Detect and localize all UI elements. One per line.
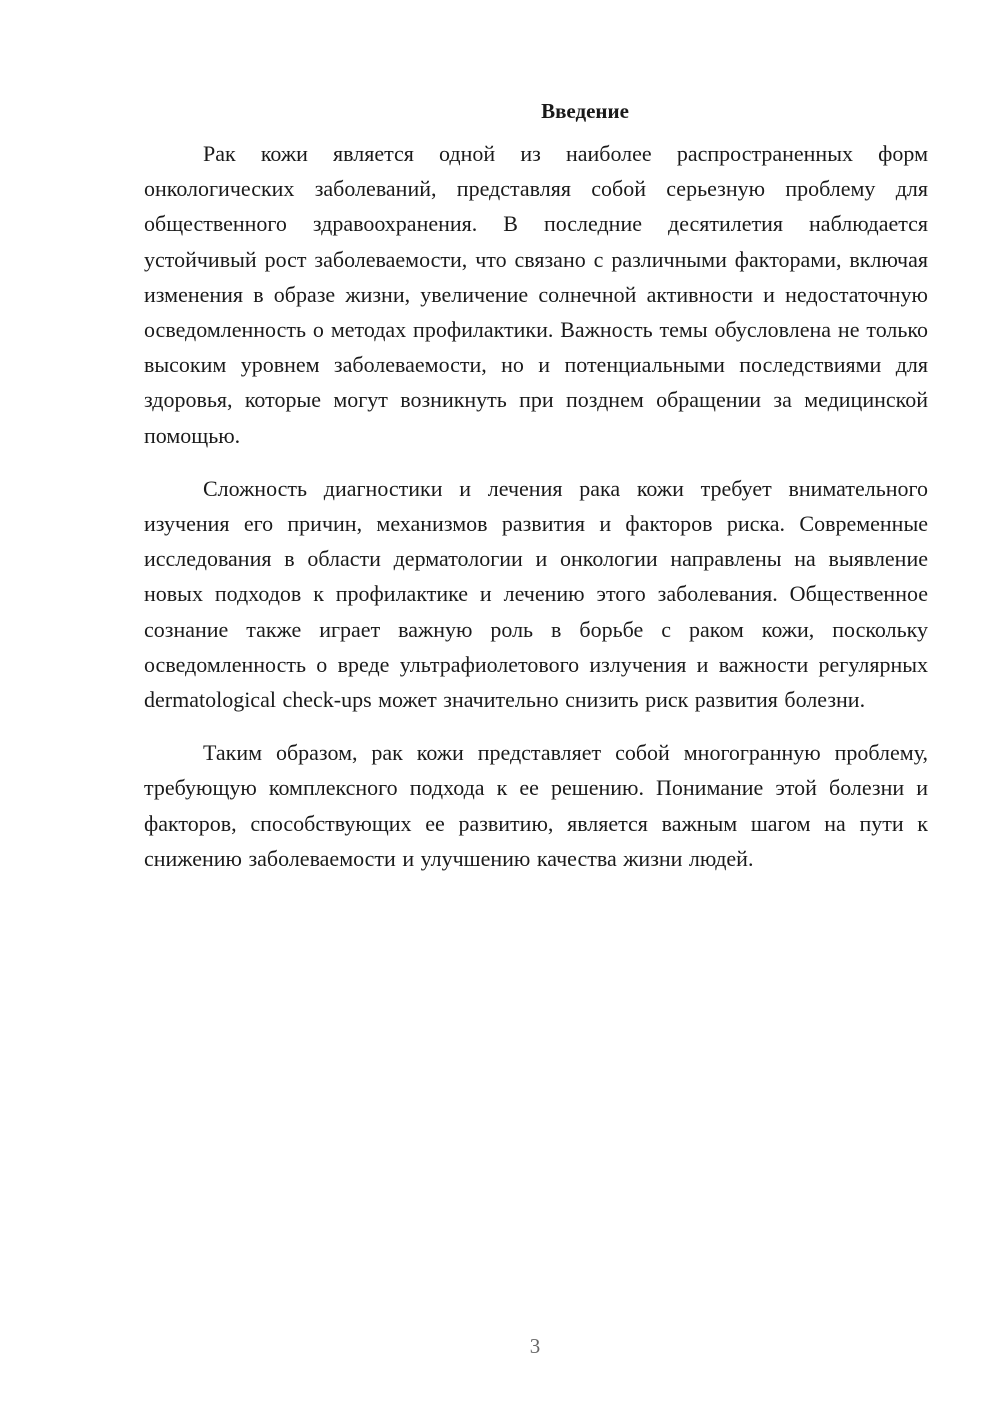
section-heading: Введение bbox=[541, 99, 629, 123]
paragraph-2: Сложность диагностики и лечения рака кожи требует внимательного изучения его причин, механизмов развития и факторов риска. Современные исследования в области дерматологии и онкологии направлены на выявление новых подходов к профилактике и лечению этого заболевания. Общественное сознание также играет важную роль в борьбе с раком кожи, поскольку осведомленность о вреде ультрафиолетового излучения и важности регулярных dermatological check-ups может значительно снизить риск развития болезни. bbox=[144, 475, 928, 713]
paragraph-1: Рак кожи является одной из наиболее распространенных форм онкологических заболеваний, представляя собой серьезную проблему для общественного здравоохранения. В последние десятилетия наблюдается устойчивый рост заболеваемости, что связано с различными факторами, включая изменения в образе жизни, увеличение солнечной активности и недостаточную осведомленность о методах профилактики. Важность темы обусловлена не только высоким уровнем заболеваемости, но и потенциальными последствиями для здоровья, которые могут возникнуть при позднем обращении за медицинской помощью. bbox=[144, 141, 928, 448]
paragraph-3: Таким образом, рак кожи представляет собой многогранную проблему, требующую комплексного подхода к ее решению. Понимание этой болезни и факторов, способствующих ее развитию, является важным шагом на пути к снижению заболеваемости и улучшению качества жизни людей. bbox=[144, 740, 928, 871]
page-number: 3 bbox=[529, 1334, 541, 1358]
page-content bbox=[144, 96, 928, 894]
